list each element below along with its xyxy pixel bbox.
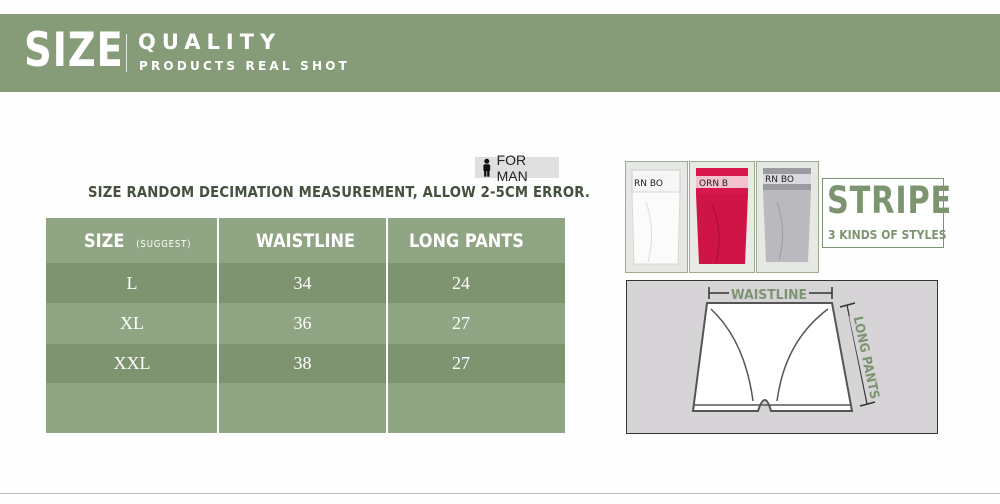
cell-size: XL xyxy=(120,313,144,333)
brand-text: RN BO xyxy=(765,175,794,185)
stripe-title: STRIPE xyxy=(827,179,953,222)
for-man-label: FOR MAN xyxy=(496,151,528,184)
cell-waist: 38 xyxy=(293,353,312,373)
header-size: SIZE (SUGGEST) xyxy=(84,229,192,252)
header-size-note: (SUGGEST) xyxy=(136,238,192,250)
stripe-label-box xyxy=(822,178,953,248)
white-briefs-image xyxy=(626,162,687,272)
brand-text: ORN B xyxy=(699,179,729,189)
table-header-row xyxy=(46,218,565,263)
product-photo-white xyxy=(625,161,688,273)
header-waistline: WAISTLINE xyxy=(256,229,356,252)
cell-size: XXL xyxy=(113,353,151,373)
product-photo-grey xyxy=(756,161,819,273)
table-row xyxy=(46,344,565,383)
brand-text: RN BO xyxy=(634,179,663,189)
bottom-divider xyxy=(0,493,1000,494)
header-subtitle: PRODUCTS REAL SHOT xyxy=(139,59,350,73)
product-photo-pink xyxy=(689,161,755,273)
header-long-pants: LONG PANTS xyxy=(409,229,524,252)
diagram-waistline-label: WAISTLINE xyxy=(731,288,807,303)
pink-briefs-image xyxy=(690,162,754,272)
column-divider xyxy=(217,218,219,433)
man-icon xyxy=(481,158,493,177)
table-row xyxy=(46,263,565,303)
header-quality: QUALITY xyxy=(138,30,282,54)
header-banner xyxy=(0,14,1000,92)
cell-length: 27 xyxy=(452,313,470,333)
diagram-long-pants-label: LONG PANTS xyxy=(849,315,884,409)
table-row xyxy=(46,383,565,433)
measurement-note: SIZE RANDOM DECIMATION MEASUREMENT, ALLOW 2-5CM ERROR. xyxy=(88,183,591,201)
column-divider xyxy=(386,218,388,433)
grey-briefs-image xyxy=(757,162,818,272)
briefs-outline-diagram xyxy=(627,281,937,433)
measurement-diagram xyxy=(626,280,938,434)
cell-size: L xyxy=(126,272,138,293)
cell-waist: 34 xyxy=(293,272,312,293)
cell-length: 24 xyxy=(452,272,470,293)
cell-length: 27 xyxy=(452,353,470,373)
header-divider xyxy=(126,34,127,72)
table-row xyxy=(46,303,565,344)
cell-waist: 36 xyxy=(293,313,312,333)
size-table xyxy=(46,218,565,433)
for-man-badge xyxy=(475,151,559,184)
header-size-title: SIZE xyxy=(24,23,124,78)
stripe-subtitle: 3 KINDS OF STYLES xyxy=(828,228,947,242)
